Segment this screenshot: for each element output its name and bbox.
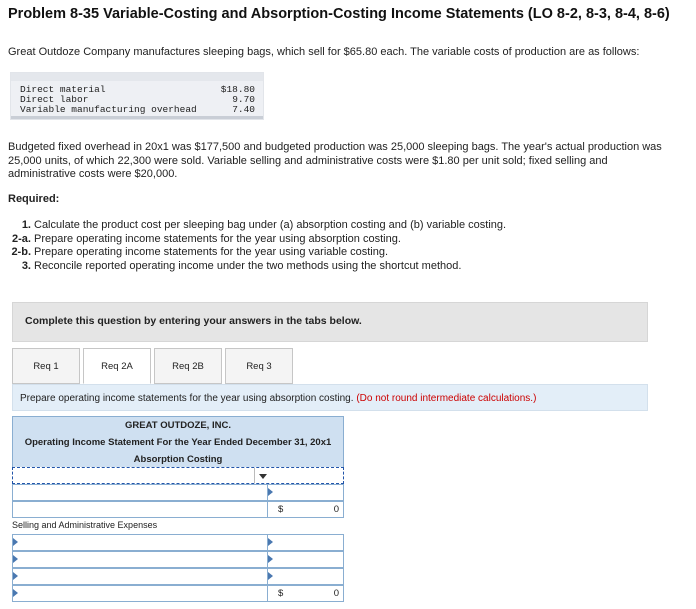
paragraph-line: 25,000 units, of which 22,300 were sold. Variable selling and administrative costs were $1.80 per unit sold; fixed selling and <box>8 154 608 167</box>
amount-input[interactable] <box>268 484 344 501</box>
tab-req-3[interactable]: Req 3 <box>225 348 293 384</box>
tab-req-1[interactable]: Req 1 <box>12 348 80 384</box>
statement-heading: Operating Income Statement For the Year Ended December 31, 20x1 <box>24 437 332 448</box>
cost-label-direct-material: Direct material <box>20 84 106 95</box>
input-marker-icon <box>13 555 18 563</box>
dollar-sign: $ <box>278 588 284 599</box>
dollar-sign: $ <box>278 504 284 515</box>
table-row <box>12 568 344 585</box>
instruction-text: Prepare operating income statements for the year using absorption costing. <box>20 393 354 404</box>
amount-input[interactable] <box>268 568 344 585</box>
cost-label-variable-overhead: Variable manufacturing overhead <box>20 104 197 115</box>
statement-method: Absorption Costing <box>133 454 223 465</box>
input-marker-icon <box>13 589 18 597</box>
input-marker-icon <box>268 572 273 580</box>
amount-input[interactable] <box>268 534 344 551</box>
input-marker-icon <box>268 538 273 546</box>
input-marker-icon <box>13 538 18 546</box>
table-row <box>12 484 344 501</box>
chevron-down-icon[interactable] <box>254 468 270 483</box>
requirement-item <box>8 219 506 233</box>
instruction-bar <box>12 384 648 411</box>
requirement-item <box>8 233 506 247</box>
total-cell <box>268 585 344 602</box>
complete-question-banner <box>12 302 648 342</box>
tab-req-2a[interactable]: Req 2A <box>83 348 151 384</box>
statement-header <box>12 416 344 468</box>
problem-title: Problem 8-35 Variable-Costing and Absorption-Costing Income Statements (LO 8-2, 8-3, 8-4, 8-6) <box>8 6 670 22</box>
problem-paragraph <box>8 141 696 182</box>
complete-question-text: Complete this question by entering your answers in the tabs below. <box>25 315 362 327</box>
requirement-text: Calculate the product cost per sleeping bag under (a) absorption costing and (b) variable costing. <box>34 219 507 231</box>
cost-label-direct-labor: Direct labor <box>20 94 89 105</box>
amount-input[interactable] <box>268 551 344 568</box>
subtotal-cell <box>268 501 344 518</box>
table-row <box>12 551 344 568</box>
cost-table-footer-bar <box>11 116 263 119</box>
table-row <box>12 501 344 518</box>
variable-cost-table <box>10 72 264 120</box>
requirement-text: Prepare operating income statements for the year using variable costing. <box>34 246 389 258</box>
requirement-item <box>8 246 506 260</box>
requirement-number: 2-b. <box>11 246 31 258</box>
cost-value-direct-material: $18.80 <box>220 84 255 95</box>
statement-company: GREAT OUTDOZE, INC. <box>125 420 231 431</box>
line-item-input[interactable] <box>12 568 268 585</box>
cost-value-variable-overhead: 7.40 <box>232 104 255 115</box>
requirements-list <box>8 219 506 273</box>
table-row <box>12 585 344 602</box>
cost-value-direct-labor: 9.70 <box>232 94 255 105</box>
subtotal-label-cell <box>12 501 268 518</box>
cost-table-header-bar <box>11 73 263 81</box>
total-value: 0 <box>333 588 339 599</box>
subtotal-value: 0 <box>333 504 339 515</box>
selling-admin-label: Selling and Administrative Expenses <box>12 520 158 530</box>
line-item-input[interactable] <box>12 551 268 568</box>
requirement-number: 2-a. <box>12 232 31 245</box>
problem-intro: Great Outdoze Company manufactures sleeping bags, which sell for $65.80 each. The variable costs of production are as follows: <box>8 46 640 58</box>
requirement-item <box>8 260 506 274</box>
instruction-text-wrap <box>20 393 536 404</box>
income-statement <box>12 416 344 599</box>
table-row <box>12 534 344 551</box>
line-item-input[interactable] <box>12 484 268 501</box>
requirement-number: 3. <box>21 259 31 272</box>
paragraph-line: Budgeted fixed overhead in 20x1 was $177,500 and budgeted production was 25,000 sleeping bags. The year's actual production was <box>8 141 662 153</box>
requirement-text: Prepare operating income statements for the year using absorption costing. <box>34 232 401 245</box>
input-marker-icon <box>268 488 273 496</box>
total-label-cell <box>12 585 268 602</box>
instruction-note: (Do not round intermediate calculations.) <box>356 393 537 404</box>
input-marker-icon <box>268 555 273 563</box>
required-heading: Required: <box>8 193 60 205</box>
paragraph-line: administrative costs were $20,000. <box>8 168 178 180</box>
tab-req-2b[interactable]: Req 2B <box>154 348 222 384</box>
input-marker-icon <box>13 572 18 580</box>
requirement-text: Reconcile reported operating income under the two methods using the shortcut method. <box>34 259 462 272</box>
requirement-number: 1. <box>21 219 31 231</box>
line-item-select[interactable] <box>12 467 344 484</box>
line-item-input[interactable] <box>12 534 268 551</box>
